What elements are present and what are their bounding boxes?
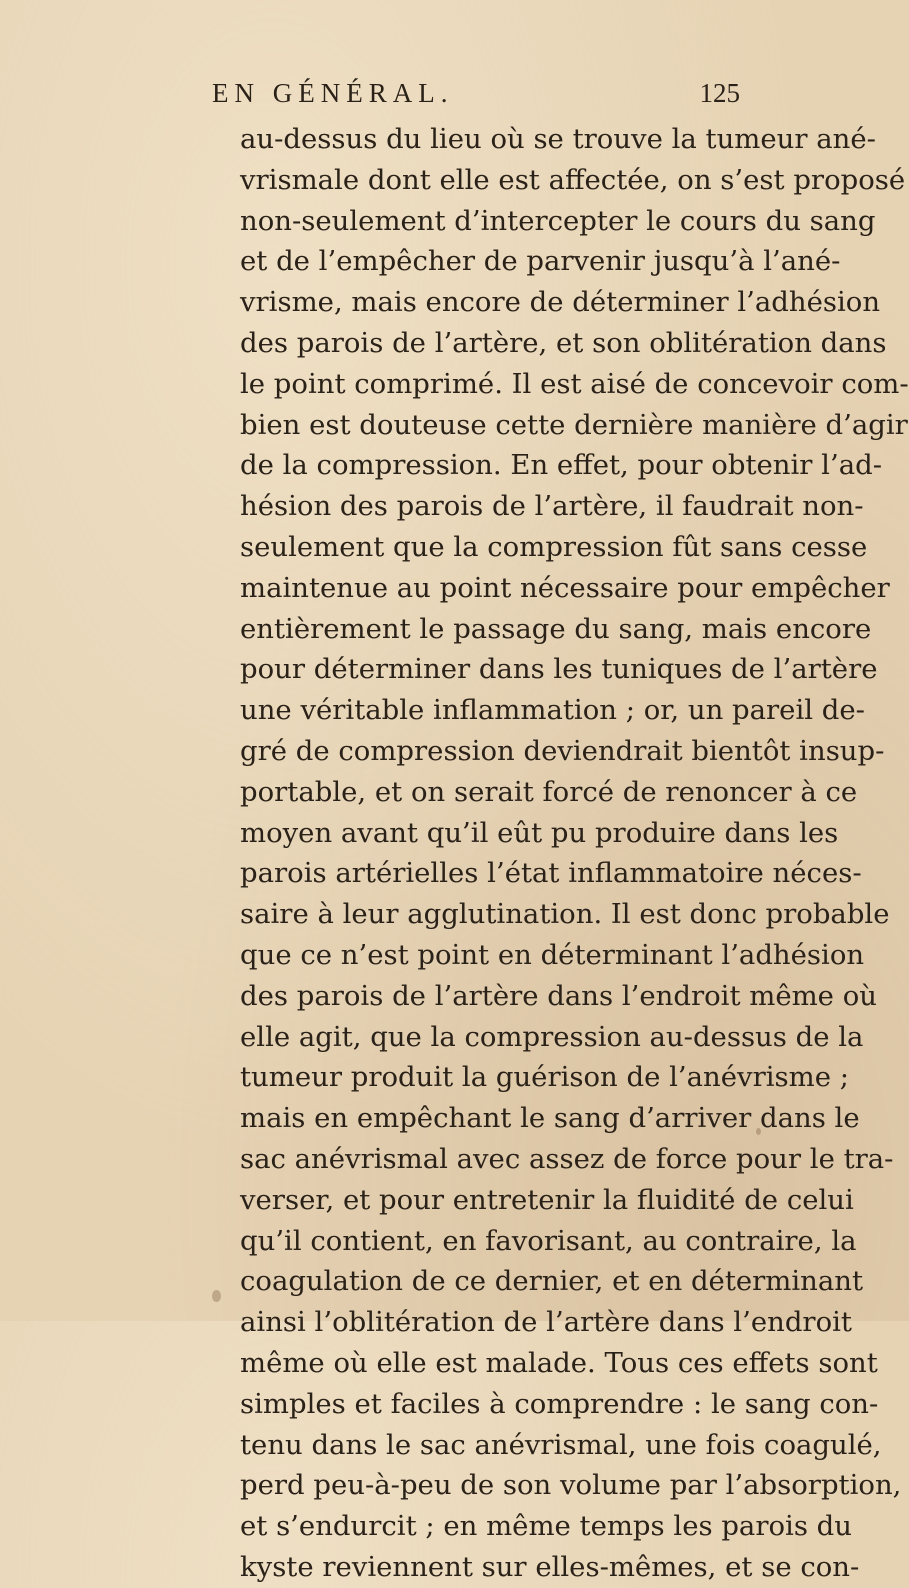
- text-line: gré de compression deviendrait bientôt insup-: [240, 734, 885, 767]
- text-line: tumeur produit la guérison de l’anévrisme ;: [240, 1061, 849, 1094]
- text-line: kyste reviennent sur elles-mêmes, et se con-: [240, 1550, 860, 1583]
- page-number: 125: [699, 78, 740, 108]
- text-line: de la compression. En effet, pour obtenir l’ad-: [240, 449, 882, 482]
- text-line: et s’endurcit ; en même temps les parois du: [240, 1510, 852, 1543]
- paper-speck: [756, 1128, 761, 1135]
- paper-speck: [212, 1290, 221, 1302]
- text-line: une véritable inflammation ; or, un pareil de-: [240, 694, 865, 727]
- text-line: des parois de l’artère, et son oblitération dans: [240, 326, 887, 359]
- text-line: verser, et pour entretenir la fluidité de celui: [240, 1183, 854, 1216]
- text-line: coagulation de ce dernier, et en déterminant: [240, 1265, 864, 1298]
- text-line: saire à leur agglutination. Il est donc probable: [240, 898, 890, 931]
- body-text: [240, 119, 909, 1588]
- text-line: qu’il contient, en favorisant, au contraire, la: [240, 1224, 857, 1257]
- page-header: [212, 78, 772, 114]
- text-line: vrisme, mais encore de déterminer l’adhésion: [240, 286, 881, 319]
- text-line: mais en empêchant le sang d’arriver dans le: [240, 1102, 860, 1135]
- text-line: moyen avant qu’il eût pu produire dans les: [240, 816, 839, 849]
- text-line: le point comprimé. Il est aisé de concevoir com-: [240, 367, 909, 400]
- text-line: portable, et on serait forcé de renoncer à ce: [240, 775, 858, 808]
- text-line: parois artérielles l’état inflammatoire néces-: [240, 857, 862, 890]
- text-line: des parois de l’artère dans l’endroit même où: [240, 979, 877, 1012]
- text-line: vrismale dont elle est affectée, on s’est proposé: [240, 163, 906, 196]
- text-line: seulement que la compression fût sans cesse: [240, 530, 868, 563]
- text-line: pour déterminer dans les tuniques de l’artère: [240, 653, 878, 686]
- text-line: elle agit, que la compression au-dessus de la: [240, 1020, 864, 1053]
- text-line: même où elle est malade. Tous ces effets sont: [240, 1346, 878, 1379]
- text-line: simples et faciles à comprendre : le sang con-: [240, 1387, 879, 1420]
- text-line: sac anévrismal avec assez de force pour le tra-: [240, 1142, 894, 1175]
- text-line: bien est douteuse cette dernière manière d’agir: [240, 408, 908, 441]
- text-line: hésion des parois de l’artère, il faudrait non-: [240, 490, 864, 523]
- text-line: entièrement le passage du sang, mais encore: [240, 612, 872, 645]
- text-line: au-dessus du lieu où se trouve la tumeur ané-: [240, 123, 876, 155]
- text-line: maintenue au point nécessaire pour empêcher: [240, 571, 890, 604]
- text-line: que ce n’est point en déterminant l’adhésion: [240, 938, 865, 971]
- text-line: ainsi l’oblitération de l’artère dans l’endroit: [240, 1306, 852, 1339]
- running-head: EN GÉNÉRAL.: [212, 78, 454, 108]
- text-line: non-seulement d’intercepter le cours du sang: [240, 204, 876, 237]
- text-line: et de l’empêcher de parvenir jusqu’à l’ané-: [240, 245, 841, 278]
- text-line: perd peu-à-peu de son volume par l’absorption,: [240, 1469, 902, 1502]
- text-line: tenu dans le sac anévrismal, une fois coagulé,: [240, 1428, 882, 1461]
